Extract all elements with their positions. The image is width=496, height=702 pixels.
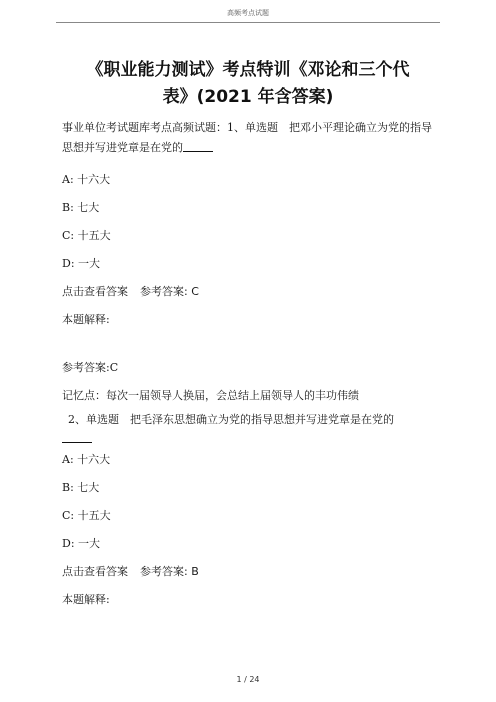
page-header: 高频考点试题 <box>227 9 269 17</box>
title-line-2: 表》(2021 年含答案) <box>162 87 334 107</box>
view-answer-link[interactable]: 点击查看答案 <box>62 285 128 298</box>
question-1-answer-row <box>62 278 437 306</box>
question-1-explain-text: 记忆点：每次一届领导人换届，会总结上届领导人的丰功伟绩 <box>62 389 359 402</box>
reference-answer: 参考答案: C <box>140 285 199 298</box>
question-1-option-a: A: 十六大 <box>62 173 111 186</box>
question-1-explain-label: 本题解释: <box>62 313 110 326</box>
title-line-1: 《职业能力测试》考点特训《邓论和三个代 <box>86 60 410 80</box>
question-1-option-c: C: 十五大 <box>62 229 111 242</box>
document-title <box>62 57 434 111</box>
page-number: 1 / 24 <box>236 675 260 684</box>
question-2-option-c: C: 十五大 <box>62 509 111 522</box>
question-2-option-a: A: 十六大 <box>62 453 111 466</box>
question-1-option-b: B: 七大 <box>62 201 100 214</box>
view-answer-link[interactable]: 点击查看答案 <box>62 565 128 578</box>
reference-answer: 参考答案: B <box>140 565 199 578</box>
question-1-explain-answer: 参考答案:C <box>62 361 119 374</box>
question-2-answer-row <box>62 558 437 586</box>
question-2-option-b: B: 七大 <box>62 481 100 494</box>
question-2-stem: 2、单选题 把毛泽东思想确立为党的指导思想并写进党章是在党的 <box>68 413 394 426</box>
question-2-explain-label: 本题解释: <box>62 593 110 606</box>
answer-blank <box>62 430 92 443</box>
document-body <box>62 118 437 614</box>
answer-blank <box>183 139 213 152</box>
question-2-option-d: D: 一大 <box>62 537 101 550</box>
header-rule <box>56 22 440 23</box>
question-1-option-d: D: 一大 <box>62 257 101 270</box>
question-1-stem: 事业单位考试题库考点高频试题：1、单选题 把邓小平理论确立为党的指导思想并写进党章是在党的 <box>62 121 432 154</box>
